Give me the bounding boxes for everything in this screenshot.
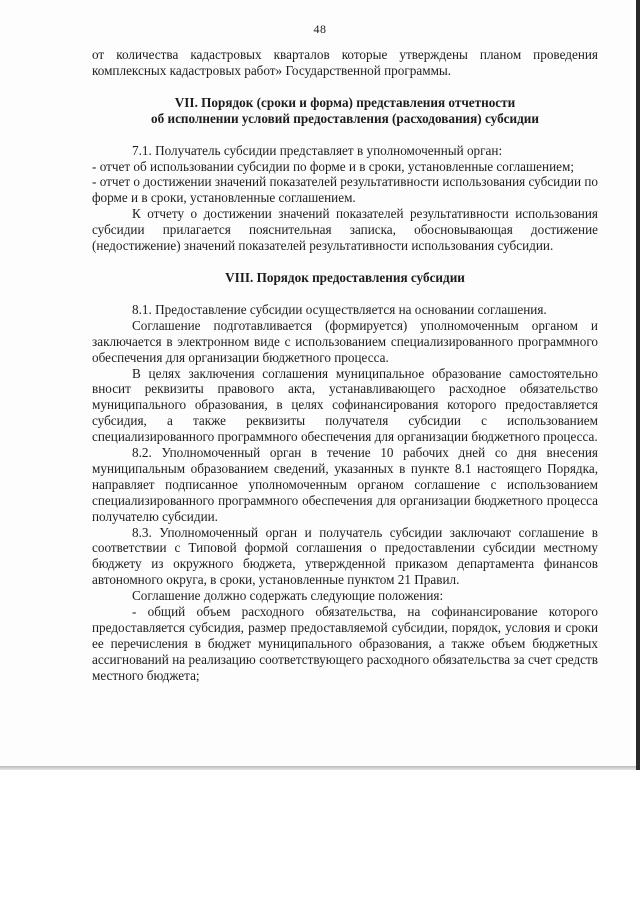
section-7-heading-line-2: об исполнении условий предоставления (расходования) субсидии [151, 110, 539, 126]
section-7-heading-line-1: VII. Порядок (сроки и форма) представления отчетности [174, 94, 516, 110]
paragraph-8-2: 8.2. Уполномоченный орган в течение 10 рабочих дней со дня внесения муниципальным образованием сведений, указанных в пункте 8.1 настоящего Порядка, направляет подписанное уполномоченным органом соглашение с использованием специализированного программного обеспечения для организации бюджетного процесса получателю субсидии. [92, 445, 598, 524]
page-number: 48 [313, 22, 327, 36]
paragraph-8-1-b: В целях заключения соглашения муниципальное образование самостоятельно вносит реквизиты правового акта, устанавливающего расходное обязательство муниципального образования, в целях софинансирования которого предоставляется субсидия, а также реквизиты получателя субсидии с использованием специализированного программного обеспечения для организации бюджетного процесса. [92, 365, 598, 445]
paragraph-8-3-b: - общий объем расходного обязательства, на софинансирование которого предоставляется субсидия, размер предоставляемой субсидии, порядок, условия и сроки ее перечисления в бюджет муниципального образования, а также объем бюджетных ассигнований на реализацию соответствующего расходного обязательства за счет средств местного бюджета; [92, 604, 598, 683]
paragraph-continuation: от количества кадастровых кварталов которые утверждены планом проведения комплексных кадастровых работ» Государственной программы. [92, 47, 598, 78]
paragraph-8-3: 8.3. Уполномоченный орган и получатель субсидии заключают соглашение в соответствии с Типовой формой соглашения о предоставлении субсидии местному бюджету из окружного бюджета, утвержденной приказом департамента финансов автономного округа, в сроки, установленные пунктом 21 Правил. [92, 524, 598, 588]
paragraph-7-1-item-b: - отчет о достижении значений показателей результативности использования субсидии по форме и в сроки, установленные соглашением. [92, 174, 598, 206]
paragraph-7-1-note: К отчету о достижении значений показателей результативности использования субсидии прилагается пояснительная записка, обосновывающая достижение (недостижение) значений показателей результативности использования субсидии. [92, 206, 598, 254]
section-8-heading: VIII. Порядок предоставления субсидии [225, 269, 465, 285]
paragraph-7-1-item-a: - отчет об использовании субсидии по форме и в сроки, установленные соглашением; [92, 158, 574, 174]
paragraph-7-1: 7.1. Получатель субсидии представляет в уполномоченный орган: [132, 142, 503, 158]
paragraph-8-3-a: Соглашение должно содержать следующие положения: [132, 588, 444, 604]
page-body [92, 47, 598, 684]
paragraph-8-1-a: Соглашение подготавливается (формируется) уполномоченным органом и заключается в электронном виде с использованием специализированного программного обеспечения для организации бюджетного процесса. [92, 317, 598, 365]
paragraph-8-1: 8.1. Предоставление субсидии осуществляется на основании соглашения. [132, 301, 547, 317]
